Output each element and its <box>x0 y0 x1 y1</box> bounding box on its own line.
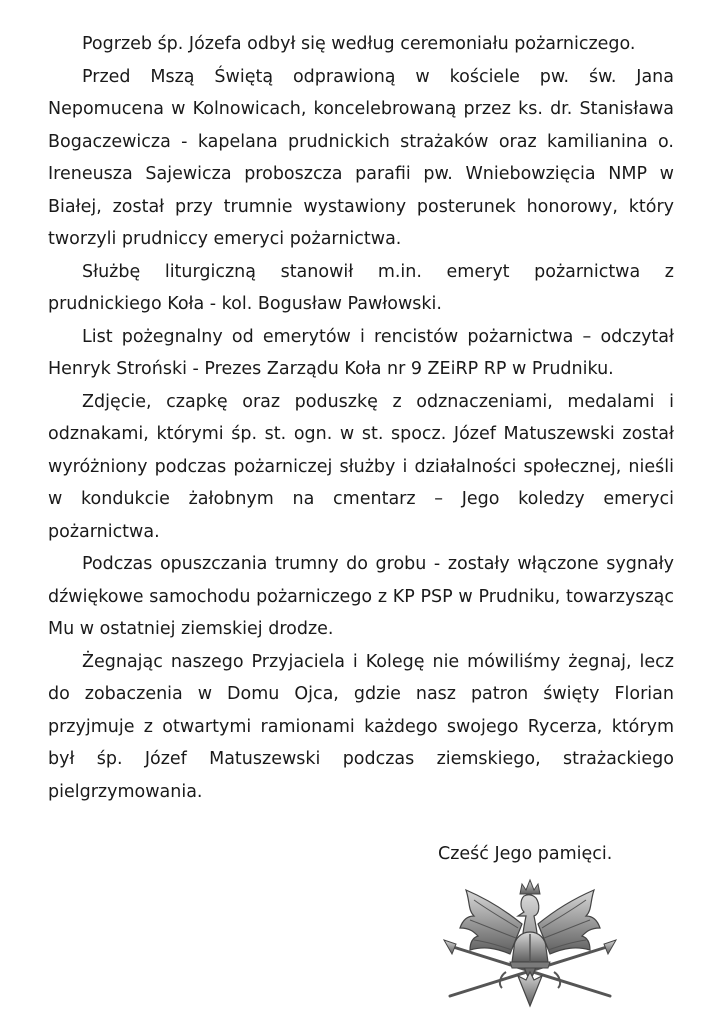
paragraph-7: Żegnając naszego Przyjaciela i Kolegę nie mówiliśmy żegnaj, lecz do zobaczenia w Domu Ojca, gdzie nasz patron święty Florian przyjmuje z otwartymi ramionami każdego swojego Rycerza, którym był śp. Józef Matuszewski podczas ziemskiego, strażackiego pielgrzymowania. <box>48 651 674 802</box>
paragraph-5: Zdjęcie, czapkę oraz poduszkę z odznaczeniami, medalami i odznakami, którymi śp. st. ogn. w st. spocz. Józef Matuszewski został wyróżniony podczas pożarniczej służby i działalności społecznej, nieśli w kondukcie żałobnym na cmentarz – Jego koledzy emeryci pożarnictwa. <box>48 391 674 542</box>
paragraph-3: Służbę liturgiczną stanowił m.in. emeryt pożarnictwa z prudnickiego Koła - kol. Bogusław Pawłowski. <box>48 261 674 314</box>
closing-line: Cześć Jego pamięci. <box>438 844 613 864</box>
paragraph-6: Podczas opuszczania trumny do grobu - zostały włączone sygnały dźwiękowe samochodu pożarniczego z KP PSP w Prudniku, towarzysząc Mu w ostatniej ziemskiej drodze. <box>48 554 674 639</box>
document-body <box>48 28 674 808</box>
fire-brigade-eagle-icon <box>430 876 630 1016</box>
paragraph-1: Pogrzeb śp. Józefa odbył się według ceremoniału pożarniczego. <box>82 34 636 54</box>
paragraph-4: List pożegnalny od emerytów i rencistów pożarnictwa – odczytał Henryk Stroński - Prezes Zarządu Koła nr 9 ZEiRP RP w Prudniku. <box>48 326 674 379</box>
paragraph-2: Przed Mszą Świętą odprawioną w kościele pw. św. Jana Nepomucena w Kolnowicach, koncelebrowaną przez ks. dr. Stanisława Bogaczewicza - kapelana prudnickich strażaków oraz kamilianina o. Ireneusza Sajewicza proboszcza parafii pw. Wniebowzięcia NMP w Białej, został przy trumnie wystawiony posterunek honorowy, który tworzyli prudniccy emeryci pożarnictwa. <box>48 66 674 249</box>
